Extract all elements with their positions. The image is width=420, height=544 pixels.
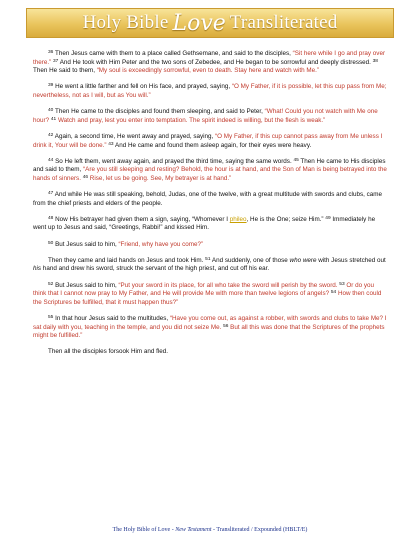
words-of-jesus: “Friend, why have you come?”	[118, 240, 204, 248]
verse-paragraph	[33, 133, 388, 150]
verse-text: And while He was still speaking, behold, Judas, one of the twelve, with a great multitude with swords and clubs, came from the chief priests and elders of the people.	[33, 191, 383, 207]
verse-paragraph	[33, 282, 388, 308]
words-of-jesus: How then could the Scriptures be fulfilled, that it must happen thus?”	[33, 290, 382, 306]
words-of-jesus: “Sit here while I go and pray over there.”	[33, 50, 386, 66]
verse-number: 45	[293, 157, 299, 163]
footer-suffix: - Transliterated / Expounded (HBLT/E)	[211, 527, 308, 533]
verse-paragraph	[33, 241, 388, 250]
words-of-jesus: Watch and pray, lest you enter into temptation. The spirit indeed is willing, but the flesh is weak.”	[56, 116, 326, 124]
verse-text: So He left them, went away again, and prayed the third time, saying the same words.	[53, 157, 294, 165]
words-of-jesus: “O My Father, if it is possible, let this cup pass from Me; nevertheless, not as I will, but as You will.”	[33, 83, 387, 99]
verse-number: 49	[325, 215, 331, 221]
verse-text: Then He came to His disciples and said to them,	[33, 157, 386, 174]
verse-text: Again, a second time, He went away and prayed, saying,	[53, 132, 216, 140]
words-of-jesus: Or do you think that I cannot now pray to My Father, and He will provide Me with more than twelve legions of angels?	[33, 281, 375, 298]
verse-number: 54	[330, 290, 337, 296]
verse-text: Then they came and laid hands on Jesus and took Him.	[48, 256, 206, 264]
verse-number: 48	[48, 215, 54, 221]
verse-paragraph	[33, 257, 388, 274]
verse-number: 36	[48, 49, 54, 55]
verse-text: Immediately he went up to Jesus and said, “Greetings, Rabbi!” and kissed Him.	[33, 215, 376, 232]
verse-paragraph	[33, 50, 388, 76]
verse-number: 39	[48, 83, 54, 89]
header-title-love: Love	[172, 10, 226, 36]
verse-text: But Jesus said to him,	[53, 240, 119, 248]
verse-text: He went a little farther and fell on His face, and prayed, saying,	[53, 83, 232, 91]
verse-number: 46	[82, 174, 89, 180]
footer-italic: New Testament	[175, 527, 212, 533]
verse-text: Then He came to the disciples and found them sleeping, and said to Peter,	[53, 108, 265, 116]
verse-number: 42	[48, 132, 54, 138]
added-word: his	[33, 265, 42, 273]
verse-number: 47	[48, 190, 54, 196]
words-of-jesus: Rise, let us be going. See, My betrayer is at hand.”	[88, 174, 232, 182]
verse-text: And suddenly, one of those	[210, 256, 290, 264]
verse-paragraph	[33, 348, 388, 357]
verse-number: 56	[223, 323, 229, 329]
verse-number: 55	[48, 314, 54, 320]
verse-number: 51	[205, 256, 211, 262]
verse-text: Then Jesus came with them to a place called Gethsemane, and said to the disciples,	[53, 50, 293, 57]
verse-paragraph	[33, 315, 388, 341]
verse-paragraph	[33, 191, 388, 208]
header-title-right: Transliterated	[229, 12, 338, 33]
words-of-jesus: “Are you still sleeping and resting? Behold, the hour is at hand, and the Son of Man is being betrayed into the hands of sinners.	[33, 166, 387, 182]
verse-number: 43	[108, 141, 114, 147]
added-word: who were	[289, 256, 317, 264]
footer-prefix: The Holy Bible of Love -	[112, 527, 176, 533]
verse-text: , He is the One; seize Him.”	[246, 215, 326, 223]
scripture-text	[33, 50, 388, 365]
words-of-jesus: “My soul is exceedingly sorrowful, even to death. Stay here and watch with Me.”	[96, 67, 319, 75]
header-title-left: Holy Bible	[82, 12, 169, 33]
verse-paragraph	[33, 158, 388, 184]
verse-number: 38	[372, 58, 378, 64]
verse-number: 50	[48, 240, 54, 246]
page-footer	[0, 527, 420, 533]
verse-number: 40	[48, 107, 54, 113]
verse-number: 44	[48, 157, 54, 163]
verse-text: And He took with Him Peter and the two sons of Zebedee, and He began to be sorrowful and deeply distressed.	[58, 58, 373, 66]
verse-text: Now His betrayer had given them a sign, saying, “Whomever I	[53, 215, 230, 223]
words-of-jesus: But all this was done that the Scriptures of the prophets might be fulfilled.”	[33, 323, 385, 340]
words-of-jesus: “What! Could you not watch with Me one hour?	[33, 108, 378, 124]
header-banner	[26, 8, 394, 38]
verse-paragraph	[33, 216, 388, 233]
words-of-jesus: “Have you come out, as against a robber, with swords and clubs to take Me? I sat daily with you, teaching in the temple, and you did not seize Me.	[33, 315, 387, 331]
verse-text: Then all the disciples forsook Him and fled.	[48, 348, 169, 356]
words-of-jesus: “O My Father, if this cup cannot pass away from Me unless I drink it, Your will be done.”	[33, 132, 383, 149]
verse-text: In that hour Jesus said to the multitudes,	[53, 315, 170, 322]
verse-number: 41	[50, 116, 57, 122]
verse-paragraph	[33, 83, 388, 100]
verse-text: with Jesus stretched out	[316, 256, 386, 264]
verse-text: But Jesus said to him,	[53, 281, 119, 289]
verse-number: 37	[52, 58, 59, 64]
verse-number: 52	[48, 281, 54, 287]
verse-paragraph	[33, 108, 388, 125]
verse-text: hand and drew his sword, struck the servant of the high priest, and cut off his ear.	[41, 265, 270, 273]
greek-word-link[interactable]: phileo	[229, 215, 247, 223]
verse-text: And He came and found them asleep again, for their eyes were heavy.	[113, 141, 312, 149]
verse-number: 53	[339, 281, 345, 287]
verse-text: Then He said to them,	[33, 67, 97, 75]
words-of-jesus: “Put your sword in its place, for all who take the sword will perish by the sword.	[118, 281, 340, 289]
